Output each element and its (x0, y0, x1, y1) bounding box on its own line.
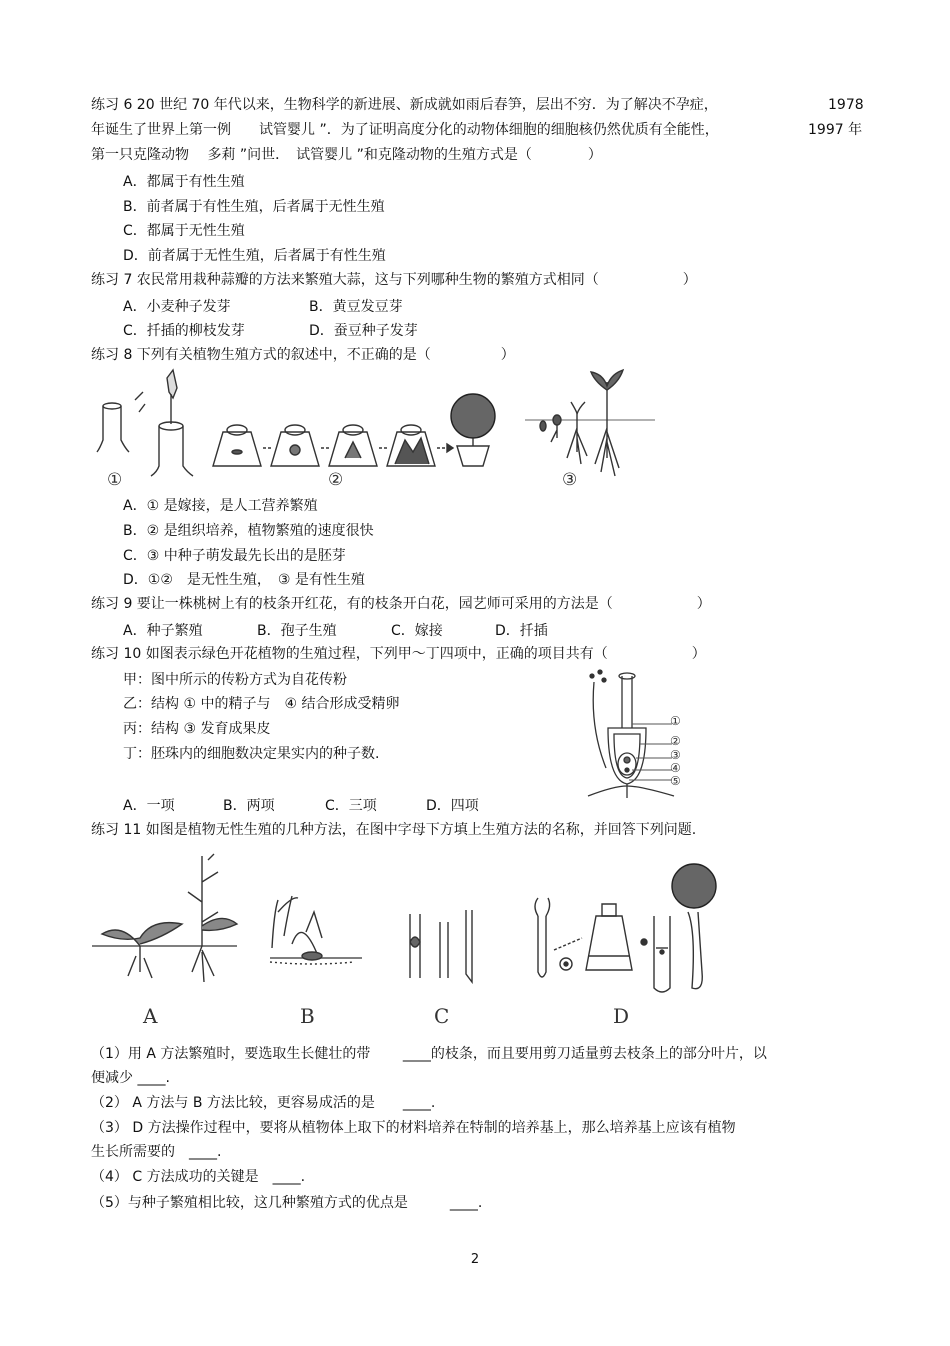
q11-figure-label-c: C (434, 1004, 450, 1028)
q6-option-d: D．前者属于无性生殖，后者属于有性生殖 (123, 248, 386, 264)
q9-option-c: C．嫁接 (391, 623, 443, 639)
q11-sub3-line1: （3） D 方法操作过程中，要将从植物体上取下的材料培养在特制的培养基上，那么培养基上应该有植物 (91, 1120, 736, 1136)
q8-option-c: C．③ 中种子萌发最先长出的是胚芽 (123, 548, 346, 564)
q6-year-1997: 1997 年 (808, 122, 863, 138)
q11-figure-label-b: B (300, 1004, 315, 1028)
q11-sub1-line1: （1）用 A 方法繁殖时，要选取生长健壮的带 ____的枝条，而且要用剪刀适量剪去枝条上的部分叶片，以 (91, 1046, 767, 1062)
q8-option-a: A．① 是嫁接，是人工营养繁殖 (123, 498, 318, 514)
q7-stem: 练习 7 农民常用栽种蒜瓣的方法来繁殖大蒜，这与下列哪种生物的繁殖方式相同（ ） (91, 272, 697, 288)
q10-item-ding: 丁：胚珠内的细胞数决定果实内的种子数. (123, 746, 380, 762)
q10-option-d: D．四项 (426, 798, 479, 814)
q11-sub3-line2: 生长所需要的 ____. (91, 1144, 222, 1160)
q11-sub1-line2: 便减少 ____. (91, 1070, 170, 1086)
q10-label-1: ① (670, 714, 681, 728)
q8-option-b: B．② 是组织培养，植物繁殖的速度很快 (123, 523, 374, 539)
q9-stem: 练习 9 要让一株桃树上有的枝条开红花，有的枝条开白花，园艺师可采用的方法是（ ） (91, 596, 711, 612)
q11-figure-label-a: A (143, 1004, 158, 1028)
q10-label-3: ③ (670, 748, 681, 762)
q6-year-1978: 1978 (828, 97, 864, 113)
q8-figure-label-1: ① (107, 470, 123, 490)
q9-option-d: D．扦插 (495, 623, 548, 639)
q7-option-d: D．蚕豆种子发芽 (309, 323, 418, 339)
q10-item-yi: 乙：结构 ① 中的精子与 ④ 结合形成受精卵 (123, 696, 400, 712)
q6-option-b: B．前者属于有性生殖，后者属于无性生殖 (123, 199, 385, 215)
q9-option-a: A．种子繁殖 (123, 623, 203, 639)
q8-figure-label-2: ② (328, 470, 344, 490)
q10-option-a: A．一项 (123, 798, 175, 814)
q6-stem-line3: 第一只克隆动物 多莉 ”问世． 试管婴儿 ”和克隆动物的生殖方式是（ ） (91, 147, 602, 163)
q11-sub5: （5）与种子繁殖相比较，这几种繁殖方式的优点是 ____. (91, 1195, 483, 1211)
q10-label-2: ② (670, 734, 681, 748)
q11-sub4: （4） C 方法成功的关键是 ____. (91, 1169, 306, 1185)
q11-figure (92, 852, 732, 1002)
q11-sub2: （2） A 方法与 B 方法比较，更容易成活的是 ____. (91, 1095, 436, 1111)
q10-item-jia: 甲：图中所示的传粉方式为自花传粉 (123, 672, 347, 688)
q7-option-a: A．小麦种子发芽 (123, 299, 231, 315)
q6-stem-line2: 年诞生了世界上第一例 试管婴儿 ”．为了证明高度分化的动物体细胞的细胞核仍然优质有全能性， (91, 122, 719, 138)
q6-option-c: C．都属于无性生殖 (123, 223, 245, 239)
q10-label-5: ⑤ (670, 774, 681, 788)
q7-option-b: B．黄豆发豆芽 (309, 299, 403, 315)
q10-option-b: B．两项 (223, 798, 275, 814)
q7-option-c: C．扦插的柳枝发芽 (123, 323, 245, 339)
q6-option-a: A．都属于有性生殖 (123, 174, 245, 190)
q6-stem-line1: 练习 6 20 世纪 70 年代以来，生物科学的新进展、新成就如雨后春笋，层出不穷．为了解决不孕症， (91, 97, 718, 113)
q11-figure-label-d: D (613, 1004, 630, 1028)
q8-option-d: D．①② 是无性生殖， ③ 是有性生殖 (123, 572, 365, 588)
q10-stem: 练习 10 如图表示绿色开花植物的生殖过程，下列甲～丁四项中，正确的项目共有（ ） (91, 646, 706, 662)
q10-item-bing: 丙：结构 ③ 发育成果皮 (123, 721, 271, 737)
q8-stem: 练习 8 下列有关植物生殖方式的叙述中，不正确的是（ ） (91, 347, 515, 363)
q9-option-b: B．孢子生殖 (257, 623, 337, 639)
q8-figure-label-3: ③ (562, 470, 578, 490)
q10-option-c: C．三项 (325, 798, 377, 814)
page-number: 2 (470, 1252, 480, 1267)
q11-stem: 练习 11 如图是植物无性生殖的几种方法，在图中字母下方填上生殖方法的名称，并回答下列问题. (91, 822, 697, 838)
q10-label-4: ④ (670, 761, 681, 775)
